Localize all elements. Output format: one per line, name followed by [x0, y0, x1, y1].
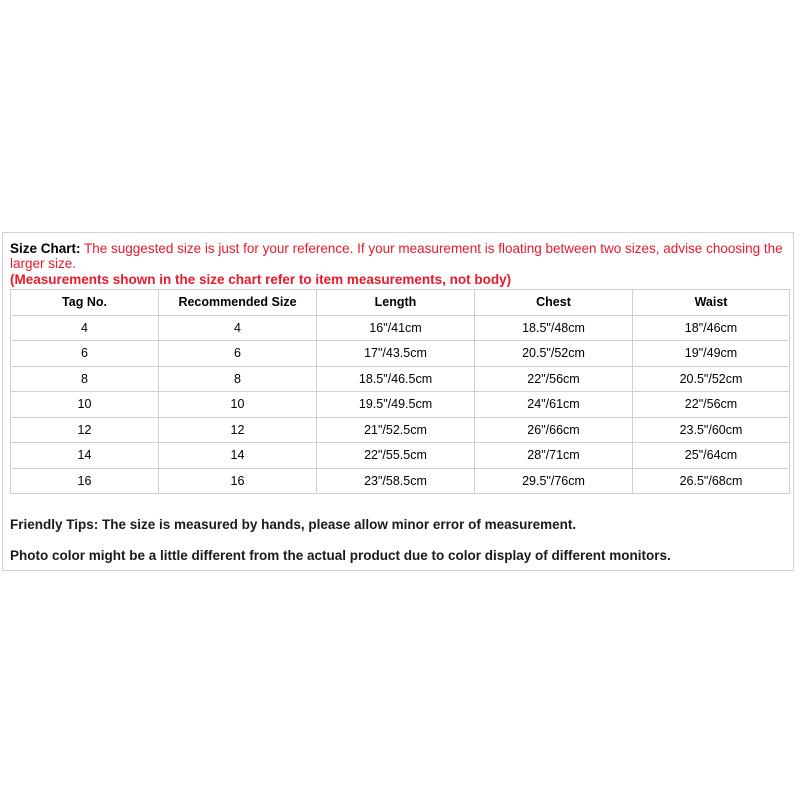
cell-waist: 19"/49cm [633, 341, 790, 367]
cell-length: 23"/58.5cm [317, 468, 475, 494]
cell-chest: 22"/56cm [475, 366, 633, 392]
cell-chest: 29.5"/76cm [475, 468, 633, 494]
cell-waist: 20.5"/52cm [633, 366, 790, 392]
column-header-chest: Chest [475, 290, 633, 316]
cell-length: 18.5"/46.5cm [317, 366, 475, 392]
cell-recommended-size: 14 [159, 443, 317, 469]
cell-tag-no: 16 [11, 468, 159, 494]
table-row [11, 392, 790, 418]
table-row [11, 366, 790, 392]
cell-chest: 20.5"/52cm [475, 341, 633, 367]
cell-waist: 22"/56cm [633, 392, 790, 418]
cell-tag-no: 4 [11, 315, 159, 341]
size-chart-note: The suggested size is just for your reference. If your measurement is floating between two sizes, advise choosing the larger size. [10, 241, 783, 271]
cell-chest: 26"/66cm [475, 417, 633, 443]
cell-length: 17"/43.5cm [317, 341, 475, 367]
friendly-tips-text: Friendly Tips: The size is measured by hands, please allow minor error of measurement. [10, 517, 577, 532]
table-row [11, 468, 790, 494]
cell-waist: 18"/46cm [633, 315, 790, 341]
cell-chest: 18.5"/48cm [475, 315, 633, 341]
cell-waist: 25"/64cm [633, 443, 790, 469]
column-header-waist: Waist [633, 290, 790, 316]
column-header-recommended-size: Recommended Size [159, 290, 317, 316]
cell-recommended-size: 16 [159, 468, 317, 494]
cell-length: 16"/41cm [317, 315, 475, 341]
cell-length: 21"/52.5cm [317, 417, 475, 443]
size-chart-label: Size Chart: [10, 241, 81, 256]
column-header-length: Length [317, 290, 475, 316]
cell-length: 22"/55.5cm [317, 443, 475, 469]
cell-tag-no: 6 [11, 341, 159, 367]
cell-length: 19.5"/49.5cm [317, 392, 475, 418]
table-row [11, 315, 790, 341]
table-row [11, 341, 790, 367]
cell-waist: 26.5"/68cm [633, 468, 790, 494]
cell-tag-no: 12 [11, 417, 159, 443]
size-chart-header [10, 241, 788, 287]
cell-chest: 24"/61cm [475, 392, 633, 418]
cell-tag-no: 8 [11, 366, 159, 392]
cell-tag-no: 10 [11, 392, 159, 418]
table-row [11, 417, 790, 443]
photo-color-note: Photo color might be a little different from the actual product due to color display of different monitors. [10, 548, 671, 563]
cell-recommended-size: 6 [159, 341, 317, 367]
cell-recommended-size: 4 [159, 315, 317, 341]
column-header-tag-no: Tag No. [11, 290, 159, 316]
table-row [11, 443, 790, 469]
cell-recommended-size: 10 [159, 392, 317, 418]
cell-waist: 23.5"/60cm [633, 417, 790, 443]
cell-tag-no: 14 [11, 443, 159, 469]
table-header-row [11, 290, 790, 316]
cell-recommended-size: 12 [159, 417, 317, 443]
size-table [10, 289, 790, 494]
cell-chest: 28"/71cm [475, 443, 633, 469]
cell-recommended-size: 8 [159, 366, 317, 392]
measurement-disclaimer: (Measurements shown in the size chart refer to item measurements, not body) [10, 272, 512, 287]
